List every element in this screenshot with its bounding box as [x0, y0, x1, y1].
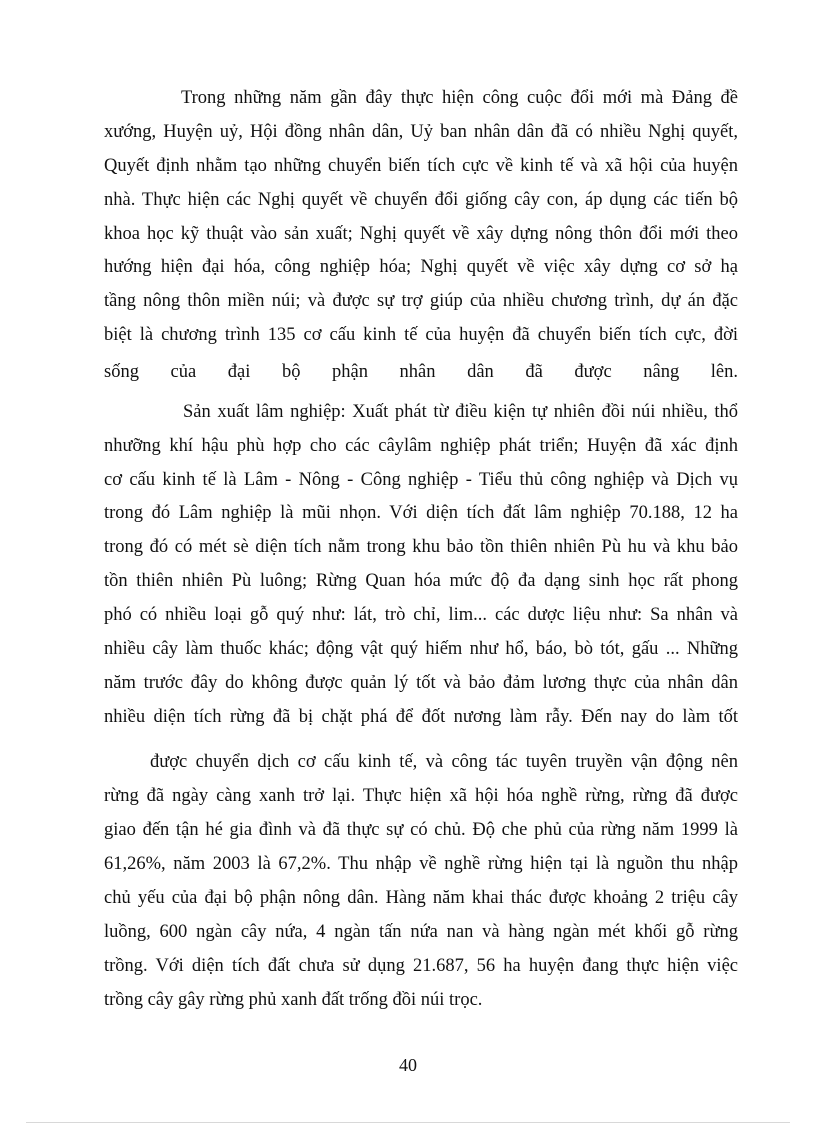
text-line: Quyết định nhằm tạo những chuyển biến tích cực về kinh tế và xã hội của huyện: [104, 156, 738, 176]
text-line: nhiều diện tích rừng đã bị chặt phá để đốt nương làm rẫy. Đến nay do làm tốt: [104, 707, 738, 727]
text-line: trồng. Với diện tích đất chưa sử dụng 21.687, 56 ha huyện đang thực hiện việc: [104, 956, 738, 976]
text-line: trong đó có mét sè diện tích nằm trong khu bảo tồn thiên nhiên Pù hu và khu bảo: [104, 537, 738, 557]
text-line: luồng, 600 ngàn cây nứa, 4 ngàn tấn nứa nan và hàng ngàn mét khối gỗ rừng: [104, 922, 738, 942]
page-number: 40: [399, 1055, 417, 1075]
text-line: trong đó Lâm nghiệp là mũi nhọn. Với diện tích đất lâm nghiệp 70.188, 12 ha: [104, 503, 738, 523]
text-line: sống của đại bộ phận nhân dân đã được nâng lên.: [104, 362, 738, 382]
text-line: tồn thiên nhiên Pù luông; Rừng Quan hóa mức độ đa dạng sinh học rất phong: [104, 571, 738, 591]
text-line: phó có nhiều loại gỗ quý như: lát, trò chỉ, lim... các dược liệu như: Sa nhân và: [104, 605, 738, 625]
text-line: nhiều cây làm thuốc khác; động vật quý hiếm như hổ, báo, bò tót, gấu ... Những: [104, 639, 738, 659]
text-line: khoa học kỹ thuật vào sản xuất; Nghị quyết về xây dựng nông thôn đổi mới theo: [104, 224, 738, 244]
text-line: năm trước đây do không được quản lý tốt và bảo đảm lương thực của nhân dân: [104, 673, 738, 693]
text-line: Trong những năm gần đây thực hiện công cuộc đổi mới mà Đảng đề: [181, 88, 738, 108]
text-line: tầng nông thôn miền núi; và được sự trợ giúp của nhiều chương trình, dự án đặc: [104, 291, 738, 311]
text-line: nhưỡng khí hậu phù hợp cho các câylâm nghiệp phát triển; Huyện đã xác định: [104, 436, 738, 456]
text-line: 61,26%, năm 2003 là 67,2%. Thu nhập về nghề rừng hiện tại là nguồn thu nhập: [104, 854, 738, 874]
text-line: cơ cấu kinh tế là Lâm - Nông - Công nghiệp - Tiểu thủ công nghiệp và Dịch vụ: [104, 470, 738, 490]
text-line: Sản xuất lâm nghiệp: Xuất phát từ điều kiện tự nhiên đồi núi nhiều, thổ: [183, 402, 738, 422]
text-line: xướng, Huyện uỷ, Hội đồng nhân dân, Uỷ ban nhân dân đã có nhiều Nghị quyết,: [104, 122, 738, 142]
text-line: chủ yếu của đại bộ phận nông dân. Hàng năm khai thác được khoảng 2 triệu cây: [104, 888, 738, 908]
text-line: hướng hiện đại hóa, công nghiệp hóa; Nghị quyết về việc xây dựng cơ sở hạ: [104, 257, 738, 277]
text-line: giao đến tận hé gia đình và đã thực sự có chủ. Độ che phủ của rừng năm 1999 là: [104, 820, 738, 840]
text-line: trồng cây gây rừng phủ xanh đất trống đồi núi trọc.: [104, 990, 483, 1010]
text-line: rừng đã ngày càng xanh trở lại. Thực hiện xã hội hóa nghề rừng, rừng đã được: [104, 786, 738, 806]
text-line: nhà. Thực hiện các Nghị quyết về chuyển đổi giống cây con, áp dụng các tiến bộ: [104, 190, 738, 210]
text-line: được chuyển dịch cơ cấu kinh tế, và công tác tuyên truyền vận động nên: [150, 752, 738, 772]
text-line: biệt là chương trình 135 cơ cấu kinh tế của huyện đã chuyển biến tích cực, đời: [104, 325, 738, 345]
